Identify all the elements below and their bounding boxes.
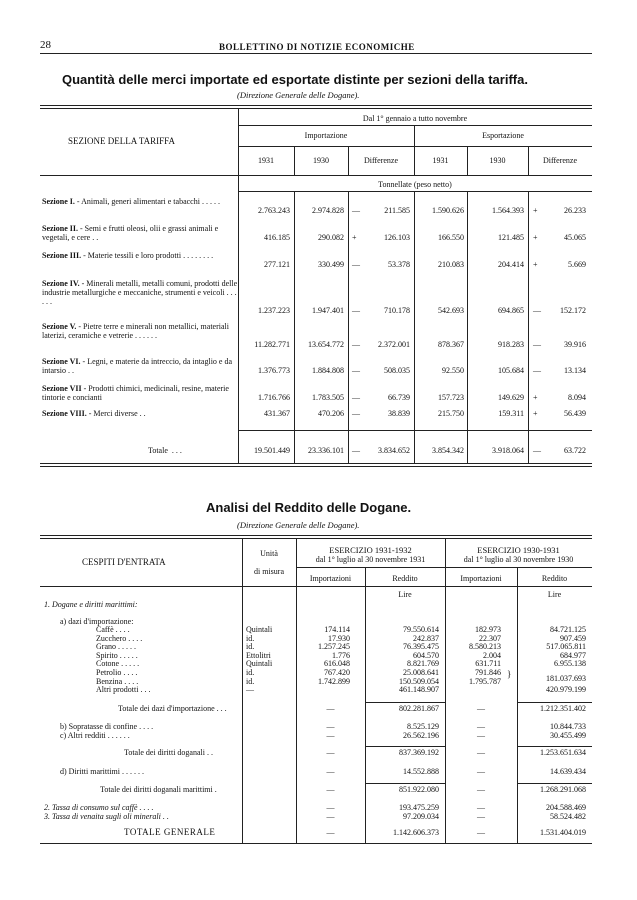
table1-row-label: Sezione I. - Animali, generi alimentari e tabacchi . . . . .: [42, 197, 220, 206]
imp-1931-header: 1931: [258, 156, 274, 165]
diritti-marittimi-row-imp2: —: [477, 767, 485, 776]
cell-e30: 694.865: [498, 306, 524, 315]
cell-e31: 1.590.626: [432, 206, 464, 215]
table1-row-label: Sezione II. - Semi e frutti oleosi, olii e grassi animali e vegetali, e cere . .: [42, 224, 219, 242]
item-red1: 79.550.614: [403, 625, 439, 634]
sopratasse-row-red1: 8.525.129: [407, 722, 439, 731]
item-name: Petrolio . . . .: [96, 668, 138, 677]
head-rule: [40, 53, 592, 54]
diritti-marittimi-row-imp1: —: [326, 767, 335, 776]
item-name: Grano . . . . .: [96, 642, 136, 652]
total-es: —: [533, 446, 541, 455]
cell-i30: 470.206: [318, 409, 344, 418]
cell-ed: 152.172: [560, 306, 586, 315]
cell-i31: 431.367: [264, 409, 290, 418]
import-header: Importazione: [304, 131, 348, 140]
item-red2: 6.955.138: [554, 659, 586, 669]
sub-a: a) dazi d'importazione:: [60, 617, 134, 626]
cell-is: —: [352, 260, 360, 269]
cell-ed: 39.916: [564, 340, 586, 349]
cell-i30: 2.974.828: [312, 206, 344, 215]
diritti-marittimi-row-red2: 14.639.434: [550, 767, 586, 776]
sopratasse-row-imp2: —: [477, 722, 485, 731]
item-unit: id.: [246, 642, 255, 652]
tassa-oli-row-red1: 97.209.034: [403, 812, 439, 821]
item-imp2: 2.004: [483, 650, 501, 660]
cell-is: —: [352, 340, 360, 349]
sum-rule: [517, 702, 592, 703]
ex2-period: dal 1° luglio al 30 novembre 1930: [463, 555, 574, 564]
item-red2: 684.977: [560, 650, 586, 660]
cell-i30: 1.947.401: [312, 306, 344, 315]
total-dazi-row-imp2: —: [477, 704, 485, 713]
total-doganali-row-imp1: —: [326, 748, 335, 757]
ex1-period: dal 1° luglio al 30 novembre 1931: [315, 555, 426, 564]
item-unit: —: [246, 685, 254, 695]
total-id: 3.834.652: [378, 446, 410, 455]
cell-i31: 11.282.771: [254, 340, 290, 349]
section-1: 1. Dogane e diritti marittimi:: [44, 600, 138, 609]
item-name: Altri prodotti . . .: [96, 685, 151, 695]
altri-redditi-row-imp2: —: [477, 731, 485, 740]
item-red2: 517.065.811: [546, 642, 586, 652]
cell-es: +: [533, 233, 538, 242]
total-doganali-row-red2: 1.253.651.634: [540, 748, 586, 757]
tassa-caffe-row-red1: 193.475.259: [399, 803, 439, 812]
table1-row-label: Sezione IV. - Minerali metalli, metalli comuni, prodotti delle industrie metallurgiche e meccaniche, strumenti e veicoli . . . . . .: [42, 279, 238, 306]
cell-es: —: [533, 306, 541, 315]
sum-rule: [365, 783, 445, 784]
item-unit: Quintali: [246, 625, 273, 634]
table2-source: (Direzione Generale delle Dogane).: [237, 520, 360, 530]
item-red2: 84.721.125: [550, 625, 586, 634]
cell-e30: 105.684: [498, 366, 524, 375]
cell-id: 508.035: [384, 366, 410, 375]
item-imp1: 616.048: [324, 659, 350, 669]
item-imp2: 22.307: [479, 633, 501, 643]
tassa-oli-row-imp1: —: [326, 812, 335, 821]
item-name: Benzina . . . .: [96, 676, 139, 686]
grand-total-row-red2: 1.531.404.019: [540, 828, 586, 837]
tassa-caffe-row: 2. Tassa di consumo sul caffè . . . .: [44, 803, 154, 812]
cell-ed: 56.439: [564, 409, 586, 418]
item-imp1: 1.776: [332, 650, 350, 660]
item-imp2: 791.846: [475, 668, 501, 677]
tassa-caffe-row-imp1: —: [326, 803, 335, 812]
exp-diff-header: Differenze: [542, 156, 578, 165]
cell-ed: 13.134: [564, 366, 586, 375]
total-doganali-row: Totale dei diritti doganali . .: [124, 748, 213, 757]
cell-e31: 166.550: [438, 233, 464, 242]
export-header: Esportazione: [482, 131, 524, 140]
grand-total-row: TOTALE GENERALE: [124, 827, 216, 837]
imp1-header: Importazioni: [309, 574, 352, 583]
cell-e30: 149.629: [498, 393, 524, 402]
grand-total-row-imp2: —: [477, 828, 485, 837]
exp-1931-header: 1931: [432, 156, 449, 165]
item-imp1: 1.742.899: [318, 676, 350, 686]
cell-id: 710.178: [384, 306, 410, 315]
sum-rule: [365, 746, 445, 747]
cell-is: —: [352, 306, 360, 315]
cell-i31: 416.185: [264, 233, 290, 242]
cell-e30: 121.485: [498, 233, 524, 242]
grand-total-row-imp1: —: [326, 828, 335, 837]
cell-i30: 1.783.505: [312, 393, 344, 402]
cell-e31: 92.550: [442, 366, 464, 375]
item-imp2: 1.795.787: [469, 676, 501, 686]
tassa-caffe-row-imp2: —: [477, 803, 485, 812]
altri-redditi-row-imp1: —: [326, 731, 335, 740]
total-doganali-row-imp2: —: [477, 748, 485, 757]
cell-ed: 5.669: [568, 260, 586, 269]
cell-id: 126.103: [384, 233, 410, 242]
altri-redditi-row: c) Altri redditi . . . . . .: [60, 731, 130, 740]
cell-e31: 215.750: [438, 409, 464, 418]
petrolio-benzina-red2: 181.037.693: [546, 674, 586, 683]
total-doganali-marittimi-row-red2: 1.268.291.068: [540, 785, 586, 794]
imp-1930-header: 1930: [313, 156, 329, 165]
total-doganali-row-red1: 837.369.192: [399, 748, 439, 757]
cell-i31: 277.121: [264, 260, 290, 269]
item-unit: id.: [246, 633, 255, 643]
cell-e30: 918.283: [498, 340, 524, 349]
cell-e30: 1.564.393: [492, 206, 524, 215]
cell-es: —: [533, 366, 541, 375]
grand-total-row-red1: 1.142.606.373: [393, 828, 439, 837]
sum-rule: [517, 783, 592, 784]
total-i31: 19.501.449: [254, 446, 290, 455]
table1-row-label: Sezione VII - Prodotti chimici, medicinali, resine, materie tintorie e concianti: [42, 384, 229, 402]
item-red1: 76.395.475: [403, 642, 439, 652]
total-is: —: [352, 446, 360, 455]
cell-e31: 878.367: [438, 340, 464, 349]
table1-row-label: Sezione V. - Pietre terre e minerali non metallici, materiali laterizi, ceramiche e vetrerie . . . . . .: [42, 322, 229, 340]
total-doganali-marittimi-row-imp1: —: [326, 785, 335, 794]
total-doganali-marittimi-row-red1: 851.922.080: [399, 785, 439, 794]
item-red2: 420.979.199: [546, 685, 586, 695]
sum-rule: [365, 702, 445, 703]
page-number: 28: [40, 39, 51, 51]
total-e30: 3.918.064: [492, 446, 524, 455]
cell-is: —: [352, 206, 360, 215]
total-dazi-row-imp1: —: [326, 704, 335, 713]
cell-es: +: [533, 260, 538, 269]
item-imp2: 631.711: [475, 659, 501, 669]
total-dazi-row: Totale dei dazi d'importazione . . .: [118, 704, 227, 713]
diritti-marittimi-row: d) Diritti marittimi . . . . . .: [60, 767, 144, 776]
brace-icon: }: [507, 669, 512, 679]
item-red1: 604.570: [413, 650, 439, 660]
item-red2: 907.459: [560, 633, 586, 643]
cell-e31: 542.693: [438, 306, 464, 315]
red2-header: Reddito: [541, 574, 568, 583]
cell-id: 38.839: [388, 409, 410, 418]
item-name: Cotone . . . . .: [96, 659, 140, 669]
sopratasse-row: b) Sopratasse di confine . . . .: [60, 722, 154, 731]
cell-e30: 159.311: [498, 409, 524, 418]
item-red1: 8.821.769: [407, 659, 439, 669]
cell-i30: 1.884.808: [312, 366, 344, 375]
cell-e31: 210.083: [438, 260, 464, 269]
lire-1: Lire: [398, 590, 412, 599]
cell-is: +: [352, 233, 357, 242]
cell-id: 53.378: [388, 260, 410, 269]
exp-1930-header: 1930: [489, 156, 506, 165]
sopratasse-row-red2: 10.844.733: [550, 722, 586, 731]
tassa-oli-row: 3. Tassa di venaita sugli oli minerali . .: [44, 812, 169, 821]
cell-is: —: [352, 393, 360, 402]
imp-diff-header: Differenze: [363, 156, 399, 165]
tassa-caffe-row-red2: 204.588.469: [546, 803, 586, 812]
total-label: Totale . . .: [148, 446, 182, 455]
table1-row-label: Sezione VIII. - Merci diverse . .: [42, 409, 146, 418]
cell-is: —: [352, 409, 360, 418]
table1-title: Quantità delle merci importate ed esportate distinte per sezioni della tariffa.: [62, 72, 528, 87]
red1-header: Reddito: [392, 574, 418, 583]
total-doganali-marittimi-row-imp2: —: [477, 785, 485, 794]
table1-row-label: Sezione VI. - Legni, e materie da intreccio, da intaglio e da intarsio . .: [42, 357, 233, 375]
table1-source: (Direzione Generale delle Dogane).: [237, 90, 360, 100]
ex2-title: ESERCIZIO 1930-1931: [477, 545, 560, 555]
sopratasse-row-imp1: —: [326, 722, 335, 731]
cell-i30: 13.654.772: [308, 340, 344, 349]
item-imp1: 767.420: [324, 668, 350, 677]
cell-is: —: [352, 366, 360, 375]
running-head: BOLLETTINO DI NOTIZIE ECONOMICHE: [219, 42, 415, 52]
cell-e30: 204.414: [498, 260, 524, 269]
cell-ed: 45.065: [564, 233, 586, 242]
imp2-header: Importazioni: [460, 574, 502, 583]
lire-2: Lire: [547, 590, 562, 599]
cell-id: 66.739: [388, 393, 410, 402]
cell-es: +: [533, 206, 538, 215]
total-i30: 23.336.101: [308, 446, 344, 455]
item-unit: Quintali: [246, 659, 273, 669]
unit-label: Tonnellate (peso netto): [378, 180, 452, 189]
section-header: SEZIONE DELLA TARIFFA: [68, 136, 175, 146]
cell-i31: 1.716.766: [258, 393, 290, 402]
diritti-marittimi-row-red1: 14.552.888: [403, 767, 439, 776]
ex1-title: ESERCIZIO 1931-1932: [329, 545, 412, 555]
sum-rule: [517, 746, 592, 747]
item-imp2: 8.580.213: [469, 642, 501, 652]
cell-es: —: [533, 340, 541, 349]
item-name: Caffè . . . .: [96, 625, 130, 634]
item-red1: 150.509.054: [399, 676, 439, 686]
item-imp2: 182.973: [475, 625, 501, 634]
total-ed: 63.722: [564, 446, 586, 455]
unit-header-1: Unità: [260, 549, 278, 558]
item-name: Zucchero . . . .: [96, 633, 143, 643]
item-imp1: 174.114: [324, 625, 350, 634]
item-name: Spirito . . . . .: [96, 650, 138, 660]
altri-redditi-row-red1: 26.562.196: [403, 731, 439, 740]
item-red1: 25.008.641: [403, 668, 439, 677]
item-red1: 242.837: [413, 633, 439, 643]
item-red1: 461.148.907: [399, 685, 439, 695]
period-header: Dal 1° gennaio a tutto novembre: [362, 114, 468, 123]
cell-i30: 290.082: [318, 233, 344, 242]
altri-redditi-row-red2: 30.455.499: [550, 731, 586, 740]
cell-i31: 1.376.773: [258, 366, 290, 375]
table1-row-label: Sezione III. - Materie tessili e loro prodotti . . . . . . . .: [42, 251, 214, 260]
total-doganali-marittimi-row: Totale dei diritti doganali marittimi .: [100, 785, 217, 794]
cespiti-header: CESPITI D'ENTRATA: [82, 557, 166, 567]
cell-es: +: [533, 409, 538, 418]
item-unit: id.: [246, 676, 255, 686]
cell-id: 211.585: [384, 206, 410, 215]
cell-ed: 26.233: [564, 206, 586, 215]
item-unit: id.: [246, 668, 255, 677]
item-imp1: 1.257.245: [318, 642, 350, 652]
cell-e31: 157.723: [438, 393, 464, 402]
unit-header-2: di misura: [254, 567, 284, 576]
cell-es: +: [533, 393, 538, 402]
cell-i31: 2.763.243: [258, 206, 290, 215]
cell-i30: 330.499: [318, 260, 344, 269]
tassa-oli-row-imp2: —: [477, 812, 485, 821]
cell-i31: 1.237.223: [258, 306, 290, 315]
item-imp1: 17.930: [328, 633, 350, 643]
table2-title: Analisi del Reddito delle Dogane.: [206, 500, 412, 515]
cell-ed: 8.094: [568, 393, 586, 402]
item-unit: Ettolitri: [246, 650, 271, 660]
total-e31: 3.854.342: [432, 446, 464, 455]
total-dazi-row-red1: 802.281.867: [399, 704, 439, 713]
tassa-oli-row-red2: 58.524.482: [550, 812, 586, 821]
cell-id: 2.372.001: [378, 340, 410, 349]
total-dazi-row-red2: 1.212.351.402: [540, 704, 586, 713]
